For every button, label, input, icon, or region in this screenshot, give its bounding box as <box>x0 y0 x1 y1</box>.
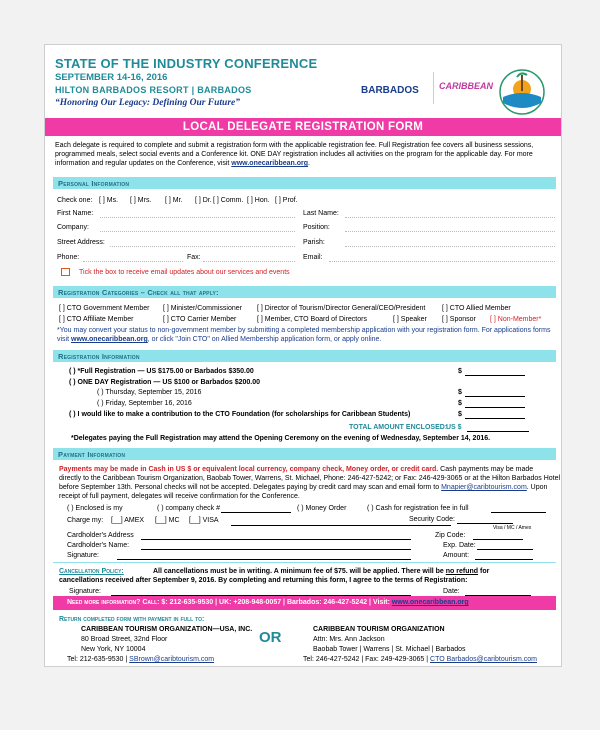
registration-band <box>53 350 556 362</box>
pay-money-order-option[interactable]: ( ) Money Order <box>297 505 347 512</box>
return-left-line-3: New York, NY 10004 <box>81 646 146 653</box>
total-amount-field[interactable] <box>467 431 529 432</box>
form-title-banner <box>45 118 561 136</box>
cat-cto-allied[interactable]: [ ] CTO Allied Member <box>442 305 511 312</box>
payment-signature-label: Signature: <box>67 552 99 559</box>
conference-dates: SEPTEMBER 14-16, 2016 <box>55 72 168 83</box>
pay-cash-option[interactable]: ( ) Cash for registration fee in full <box>367 505 469 512</box>
contribution-dollar: $ <box>458 411 462 418</box>
cat-cto-government[interactable]: [ ] CTO Government Member <box>59 305 150 312</box>
cardholder-address-label: Cardholder's Address <box>67 532 134 539</box>
payment-email-link[interactable]: Mnapier@caribtourism.com <box>441 484 527 491</box>
return-right-line-2: Attn: Mrs. Ann Jackson <box>313 636 385 643</box>
categories-note-2: visit www.onecaribbean.org, or click "Join CTO" on Allied Membership application form, or apply online. <box>57 336 382 343</box>
total-label: TOTAL AMOUNT ENCLOSED: <box>349 424 448 431</box>
cat-minister[interactable]: [ ] Minister/Commissioner <box>163 305 242 312</box>
need-info-link[interactable]: www.onecaribbean.org <box>391 599 469 606</box>
cardholder-name-label: Cardholder's Name: <box>67 542 130 549</box>
payment-line-4: receipt of full payment, delegates will receive confirmation for the Conference. <box>59 493 300 500</box>
friday-option[interactable]: ( ) Friday, September 16, 2016 <box>97 400 192 407</box>
charge-my-label: Charge my: <box>67 517 104 524</box>
payment-signature-field[interactable] <box>117 559 411 560</box>
friday-amount-field[interactable] <box>465 407 525 408</box>
registration-heading: Registration Information <box>58 352 140 361</box>
first-name-label: First Name: <box>57 210 94 217</box>
security-code-label: Security Code: <box>409 516 455 523</box>
amount-label: Amount: <box>443 552 470 559</box>
contribution-option[interactable]: ( ) I would like to make a contribution to the CTO Foundation (for scholarships for Caribbean Students) <box>69 411 411 418</box>
first-name-field[interactable] <box>100 217 295 218</box>
pay-enclosed-option[interactable]: ( ) Enclosed is my <box>67 505 123 512</box>
total-currency: US $ <box>446 424 462 431</box>
fax-field[interactable] <box>203 261 295 262</box>
street-label: Street Address: <box>57 239 105 246</box>
payment-line-3: before September 13th. Personal checks will not be accepted. Delegates paying by credit card may scan and email form to Mnapier@caribtourism.com. Upon <box>59 484 548 491</box>
cat-non-member[interactable]: [ ] Non-Member* <box>490 316 542 323</box>
join-cto-link[interactable]: www.onecaribbean.org <box>71 336 148 343</box>
title-mrs[interactable]: [ ] Mrs. <box>130 197 152 204</box>
payment-line-2: directly to the Caribbean Tourism Organization, Baobab Tower, Warrens, St. Michael, Phone: 246-427-5242; or Fax: 246-429-3065 or at the Hilton Barbados Hotel <box>59 475 561 482</box>
conference-venue: HILTON BARBADOS RESORT | BARBADOS <box>55 85 252 95</box>
return-left-line-2: 80 Broad Street, 32nd Floor <box>81 636 168 643</box>
friday-dollar: $ <box>458 400 462 407</box>
cat-board-member[interactable]: [ ] Member, CTO Board of Directors <box>257 316 367 323</box>
charge-amex-option[interactable]: [__] AMEX <box>111 517 145 524</box>
logo-divider <box>433 72 434 104</box>
card-type-labels: Visa / MC / Amex <box>493 525 532 531</box>
amount-field[interactable] <box>475 559 533 560</box>
cancellation-line-2: cancellations received after September 9, 2016. By completing and returning this form, I agree to the terms of Registration: <box>59 577 468 584</box>
registration-form-page <box>44 44 562 667</box>
cancellation-signature-label: Signature: <box>69 588 101 595</box>
conference-title: STATE OF THE INDUSTRY CONFERENCE <box>55 56 318 71</box>
charge-visa-option[interactable]: [__] VISA <box>189 517 219 524</box>
intro-line-3: information and regular updates on the Conference, visit www.onecaribbean.org. <box>55 160 310 167</box>
check-one-label: Check one: <box>57 197 93 204</box>
full-dollar: $ <box>458 368 462 375</box>
cat-director[interactable]: [ ] Director of Tourism/Director General/CEO/President <box>257 305 426 312</box>
email-label: Email: <box>303 254 323 261</box>
cat-cto-carrier[interactable]: [ ] CTO Carrier Member <box>163 316 237 323</box>
company-label: Company: <box>57 224 89 231</box>
need-info-banner <box>53 596 556 610</box>
barbados-logo: BARBADOS <box>361 85 419 96</box>
return-right-line-3: Baobab Tower | Warrens | St. Michael | Barbados <box>313 646 466 653</box>
cardholder-name-field[interactable] <box>141 549 411 550</box>
card-number-field[interactable] <box>231 525 451 526</box>
intro-website-link[interactable]: www.onecaribbean.org <box>231 160 309 167</box>
return-left-email[interactable]: SBrown@caribtourism.com <box>129 656 215 663</box>
categories-note-1: *You may convert your status to non-government member by submitting a completed membership application with your registration form. For applications forms <box>57 327 551 334</box>
cat-sponsor[interactable]: [ ] Sponsor <box>442 316 476 323</box>
cancellation-date-label: Date: <box>443 588 460 595</box>
thursday-dollar: $ <box>458 389 462 396</box>
contribution-amount-field[interactable] <box>465 418 525 419</box>
payment-line-1: Payments may be made in Cash in US $ or equivalent local currency, company check, Money order, or credit card. Cash payments may be made <box>59 466 534 473</box>
exp-date-field[interactable] <box>477 549 533 550</box>
phone-label: Phone: <box>57 254 80 261</box>
pay-company-check-option[interactable]: ( ) company check # <box>157 505 221 512</box>
intro-line-2: programmed meals, select social events and a Conference kit. ONE DAY registration includes all activities on the program for the applicable day. For more <box>55 151 533 158</box>
last-name-label: Last Name: <box>303 210 339 217</box>
title-ms[interactable]: [ ] Ms. <box>99 197 119 204</box>
email-field[interactable] <box>329 261 555 262</box>
position-field[interactable] <box>345 231 555 232</box>
position-label: Position: <box>303 224 330 231</box>
zip-label: Zip Code: <box>435 532 466 539</box>
return-heading: Return completed form with payment in full to: <box>59 616 205 623</box>
full-registration-option[interactable]: ( ) *Full Registration — US $175.00 or Barbados $350.00 <box>69 368 254 375</box>
thursday-amount-field[interactable] <box>465 396 525 397</box>
check-number-field[interactable] <box>221 512 291 513</box>
fax-label: Fax: <box>187 254 201 261</box>
title-prof[interactable]: [ ] Prof. <box>275 197 298 204</box>
payment-band <box>53 448 556 460</box>
intro-line-1: Each delegate is required to complete and submit a registration form with the applicable registration fee. Full Registration fee covers all business sessions, <box>55 142 534 149</box>
return-right-email[interactable]: CTO Barbados@caribtourism.com <box>430 656 537 663</box>
personal-info-heading: Personal Information <box>58 179 130 188</box>
return-right-line-1: CARIBBEAN TOURISM ORGANIZATION <box>313 626 445 633</box>
phone-field[interactable] <box>83 261 183 262</box>
title-dr[interactable]: [ ] Dr. <box>195 197 212 204</box>
form-title: LOCAL DELEGATE REGISTRATION FORM <box>182 121 424 133</box>
thursday-option[interactable]: ( ) Thursday, September 15, 2016 <box>97 389 202 396</box>
categories-band <box>53 286 556 298</box>
title-hon[interactable]: [ ] Hon. <box>247 197 270 204</box>
cat-speaker[interactable]: [ ] Speaker <box>393 316 427 323</box>
cat-cto-affiliate[interactable]: [ ] CTO Affiliate Member <box>59 316 134 323</box>
conference-tagline: “Honoring Our Legacy: Defining Our Future” <box>55 98 241 108</box>
caribbean-logo: CARIBBEAN <box>439 81 493 91</box>
parish-label: Parish: <box>303 239 325 246</box>
last-name-field[interactable] <box>345 217 555 218</box>
cash-amount-field[interactable] <box>491 512 546 513</box>
cto-seal-logo <box>497 67 547 117</box>
company-field[interactable] <box>100 231 295 232</box>
cardholder-address-field[interactable] <box>141 539 411 540</box>
cancellation-heading: Cancellation Policy: <box>59 568 124 575</box>
return-left-contact: Tel: 212-635-9530 | SBrown@caribtourism.com <box>67 656 215 663</box>
payment-heading: Payment Information <box>58 450 126 459</box>
categories-heading: Registration Categories – Check all that apply: <box>58 288 219 297</box>
street-field[interactable] <box>110 246 295 247</box>
full-amount-field[interactable] <box>465 375 525 376</box>
charge-mc-option[interactable]: [__] MC <box>155 517 180 524</box>
cancellation-line-1: All cancellations must be in writing. A minimum fee of $75. will be applied. There will be no refund for <box>153 568 490 575</box>
need-info-text: Need more information? Call: $: 212-635-9530 | UK: +208-948-0057 | Barbados: 246-427-5242 | Visit: www.onecaribbean.org <box>67 599 469 606</box>
zip-field[interactable] <box>473 539 523 540</box>
email-updates-checkbox[interactable] <box>61 268 70 276</box>
personal-info-band <box>53 177 556 189</box>
parish-field[interactable] <box>345 246 555 247</box>
security-code-field[interactable] <box>457 523 513 524</box>
exp-date-label: Exp. Date: <box>443 542 476 549</box>
one-day-option[interactable]: ( ) ONE DAY Registration — US $100 or Barbados $200.00 <box>69 379 261 386</box>
return-left-line-1: CARIBBEAN TOURISM ORGANIZATION—USA, INC. <box>81 626 253 633</box>
email-updates-label: Tick the box to receive email updates about our services and events <box>79 269 290 276</box>
title-mr[interactable]: [ ] Mr. <box>165 197 183 204</box>
title-comm[interactable]: [ ] Comm. <box>213 197 244 204</box>
return-or: OR <box>259 629 282 646</box>
registration-note: *Delegates paying the Full Registration may attend the Opening Ceremony on the evening of Wednesday, September 14, 2016. <box>71 435 491 442</box>
return-right-contact: Tel: 246-427-5242 | Fax: 249-429-3065 | CTO Barbados@caribtourism.com <box>303 656 537 663</box>
cancellation-divider <box>53 562 556 563</box>
